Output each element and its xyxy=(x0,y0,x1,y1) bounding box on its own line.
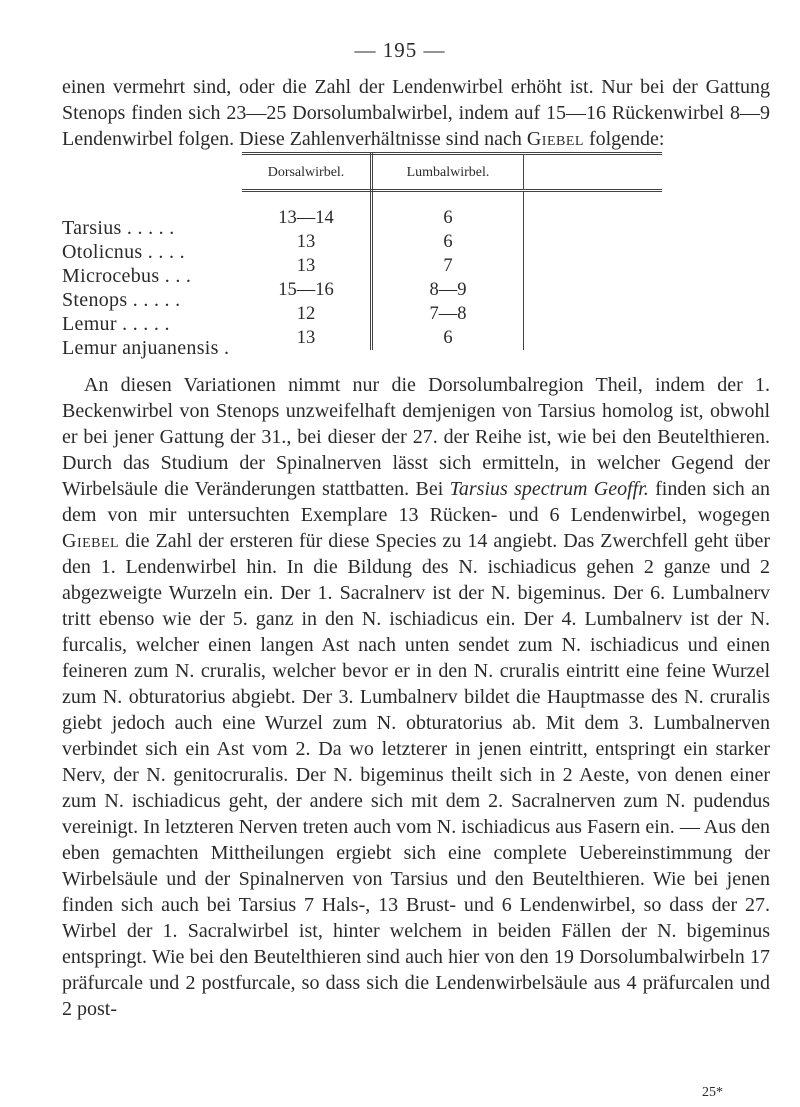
dorsal-cell: 13—14 xyxy=(242,191,372,231)
vertebrae-table-wrap xyxy=(242,152,662,350)
lumbal-cell: 6 xyxy=(372,191,524,231)
intro-text-2: folgende: xyxy=(583,128,665,150)
body-text-1: An diesen Variationen nimmt nur die Dorsolumbalregion Theil, indem der 1. Beckenwirbel von Stenops unzweifelhaft demjenigen von Tarsius homolog ist, obwohl er bei jener Gattung der 31., bei dieser der 27. der Reihe ist, wie bei den Beutelthieren. Durch das Studium der Spinalnerven lässt sich ermitteln, in welcher Gegend der Wirbelsäule die Veränderungen stattbatten. Bei xyxy=(62,374,770,500)
table-header-row xyxy=(242,154,662,191)
table-row xyxy=(242,254,662,278)
author-name: Giebel xyxy=(526,128,584,150)
dorsal-cell: 13 xyxy=(242,326,372,350)
dorsal-cell: 12 xyxy=(242,302,372,326)
species-name-column xyxy=(62,216,262,360)
dorsal-cell: 13 xyxy=(242,230,372,254)
body-paragraph xyxy=(62,372,770,1022)
table-row xyxy=(242,230,662,254)
species-name: Lemur . . . . . xyxy=(62,313,170,335)
lumbal-cell: 6 xyxy=(372,326,524,350)
col-header-lumbal: Lumbalwirbel. xyxy=(372,154,524,191)
vertebrae-table xyxy=(242,152,662,350)
table-row xyxy=(242,278,662,302)
species-name: Tarsius . . . . . xyxy=(62,217,175,239)
signature-mark: 25* xyxy=(702,1085,723,1100)
col-header-dorsal: Dorsalwirbel. xyxy=(242,154,372,191)
table-row xyxy=(242,302,662,326)
species-name: Microcebus . . . xyxy=(62,265,192,287)
species-italic: Tarsius spectrum Geoffr. xyxy=(449,478,649,500)
dorsal-cell: 15—16 xyxy=(242,278,372,302)
intro-text-1: einen vermehrt sind, oder die Zahl der Lendenwirbel erhöht ist. Nur bei der Gattung Stenops finden sich 23—25 Dorsolumbalwirbel, indem auf 15—16 Rückenwirbel 8—9 Lendenwirbel folgen. Diese Zahlenverhältnisse sind nach xyxy=(62,76,770,150)
body-text-3: die Zahl der ersteren für diese Species zu 14 angiebt. Das Zwerchfell geht über den 1. Lendenwirbel hin. In die Bildung des N. ischiadicus gehen 2 ganze und 2 abgezweigte Wurzeln ein. Der 1. Sacralnerv ist der N. bigeminus. Der 6. Lumbalnerv tritt ebenso wie der 5. ganz in den N. ischiadicus ein. Der 4. Lumbalnerv ist der N. furcalis, welcher einen langen Ast nach unten sendet zum N. ischiadicus und einen feineren zum N. cruralis, welcher bevor er in den N. cruralis eintritt eine feine Wurzel zum N. obturatorius abgiebt. Der 3. Lumbalnerv bildet die Hauptmasse des N. cruralis giebt jedoch auch eine Wurzel zum N. obturatorius ab. Mit dem 3. Lumbalnerven verbindet sich ein Ast vom 2. Da wo letzterer in jenen eintritt, entspringt ein starker Nerv, der N. genitocruralis. Der N. bigeminus theilt sich in 2 Aeste, von denen einer zum N. ischiadicus geht, der andere sich mit dem 2. Sacralnerven zum N. pudendus vereinigt. In letzteren Nerven treten auch vom N. ischiadicus aus Fasern ein. — Aus den eben gemachten Mittheilungen ergiebt sich eine complete Uebereinstimmung der Wirbelsäule und der Spinalnerven von Tarsius und den Beutelthieren. Wie bei jenen finden sich auch bei Tarsius 7 Hals-, 13 Brust- und 6 Lendenwirbel, so dass der 27. Wirbel der 1. Sacralwirbel ist, hinter welchem in beiden Fällen der N. bigeminus entspringt. Wie bei den Beutelthieren sind auch hier von den 19 Dorsolumbalwirbeln 17 präfurcale und 2 postfurcale, so dass sich die Lendenwirbelsäule aus 4 präfurcalen und 2 post- xyxy=(62,530,770,1020)
col-header-spacer xyxy=(524,154,663,191)
intro-paragraph xyxy=(62,74,770,152)
lumbal-cell: 8—9 xyxy=(372,278,524,302)
dorsal-cell: 13 xyxy=(242,254,372,278)
body-text-2: finden sich an dem von mir untersuchten Exemplare 13 Rücken- und 6 Lendenwirbel, wogegen xyxy=(62,478,771,526)
species-name: Lemur anjuanensis . xyxy=(62,337,230,359)
author-name-2: Giebel xyxy=(62,530,120,552)
lumbal-cell: 6 xyxy=(372,230,524,254)
table-row xyxy=(242,191,662,231)
species-name: Stenops . . . . . xyxy=(62,289,181,311)
lumbal-cell: 7 xyxy=(372,254,524,278)
table-row xyxy=(242,326,662,350)
page-header: — 195 — xyxy=(354,38,446,62)
species-name: Otolicnus . . . . xyxy=(62,241,185,263)
lumbal-cell: 7—8 xyxy=(372,302,524,326)
